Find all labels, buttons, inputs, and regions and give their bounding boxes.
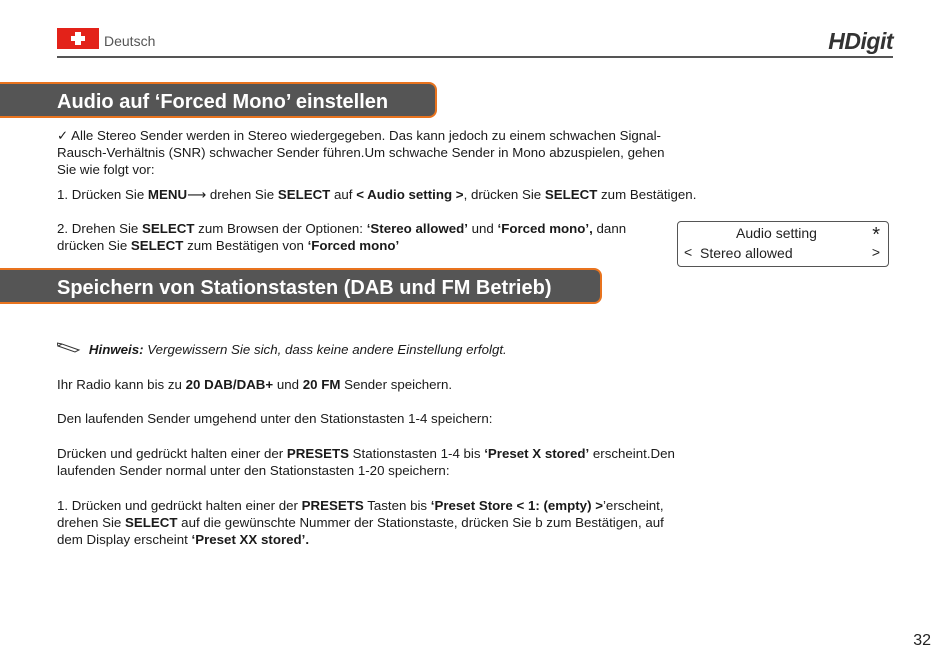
text: ⟶ drehen Sie	[187, 187, 278, 202]
step-1-presets	[57, 497, 677, 548]
key-select: SELECT	[125, 515, 178, 530]
header-divider	[57, 56, 893, 58]
text: zum Browsen der Optionen:	[194, 221, 367, 236]
message-preset-xx-stored: ‘Preset XX stored’.	[191, 532, 310, 547]
text: und	[467, 221, 498, 236]
text: zum Bestätigen.	[597, 187, 697, 202]
quick-store-paragraph: Den laufenden Sender umgehend unter den Stationstasten 1-4 speichern:	[57, 411, 493, 426]
brand-logo: HDigit	[828, 28, 893, 54]
hint-note	[57, 341, 687, 358]
option-forced-mono: ‘Forced mono’,	[497, 221, 593, 236]
text: Drücken und gedrückt halten einer der	[57, 446, 287, 461]
display-value: Stereo allowed	[700, 245, 793, 261]
text: auf die gewünschte Nummer der Stationstaste, drücken Sie b zum Bestätigen, auf dem Display erscheint	[57, 515, 664, 547]
option-stereo-allowed: ‘Stereo allowed’	[366, 221, 468, 236]
text: Sender speichern.	[340, 377, 453, 392]
text: auf	[330, 187, 357, 202]
intro-paragraph	[57, 127, 687, 178]
key-presets: PRESETS	[286, 446, 349, 461]
checkmark-icon: ✓	[57, 128, 69, 143]
text: 2. Drehen Sie	[57, 221, 143, 236]
message-preset-stored: ‘Preset X stored’	[484, 446, 590, 461]
key-select: SELECT	[130, 238, 184, 253]
option-forced-mono: ‘Forced mono’	[307, 238, 400, 253]
text: Stationstasten 1-4 bis	[348, 446, 485, 461]
capacity-paragraph	[57, 376, 687, 393]
page-number: 32	[913, 632, 931, 649]
display-title: Audio setting	[736, 225, 817, 241]
key-select: SELECT	[277, 187, 331, 202]
step-1-mono	[57, 186, 697, 203]
dab-count: 20 DAB/DAB+	[185, 377, 274, 392]
section-title-forced-mono: Audio auf ‘Forced Mono’ einstellen	[0, 82, 437, 118]
pencil-icon	[57, 341, 85, 357]
menu-audio-setting: < Audio setting >	[356, 187, 464, 202]
text: 1. Drücken Sie	[57, 187, 148, 202]
radio-display-illustration	[677, 221, 889, 267]
key-menu: MENU	[147, 187, 188, 202]
fm-count: 20 FM	[302, 377, 341, 392]
swiss-flag-icon	[57, 28, 99, 49]
hint-text: Vergewissern Sie sich, dass keine andere Einstellung erfolgt.	[143, 342, 507, 357]
text: erscheint.Den laufenden Sender normal unter den Stationstasten 1-20 speichern:	[57, 446, 675, 478]
text: dann drücken Sie	[57, 221, 627, 253]
key-select: SELECT	[544, 187, 598, 202]
text: 1. Drücken und gedrückt halten einer der	[57, 498, 302, 513]
text: und	[273, 377, 303, 392]
text: zum Bestätigen von	[183, 238, 308, 253]
text: , drücken Sie	[463, 187, 545, 202]
message-preset-store: ‘Preset Store < 1: (empty) >	[430, 498, 603, 513]
text: Ihr Radio kann bis zu	[57, 377, 186, 392]
hint-label: Hinweis:	[88, 342, 144, 357]
text: Tasten bis	[363, 498, 431, 513]
key-select: SELECT	[142, 221, 195, 236]
intro-text: Alle Stereo Sender werden in Stereo wiedergegeben. Das kann jedoch zu einem schwachen Signal-Rausch-Verhältnis (SNR) schwacher Sender führen.Um schwache Sender in Mono abzuspielen, gehen Sie wie folgt vor:	[57, 128, 665, 177]
step-2-mono	[57, 220, 672, 254]
text: ’erscheint, drehen Sie	[57, 498, 664, 530]
language-label: Deutsch	[104, 33, 156, 49]
chevron-right-icon: >	[871, 244, 880, 260]
section-title-presets: Speichern von Stationstasten (DAB und FM Betrieb)	[0, 268, 602, 304]
press-hold-paragraph	[57, 445, 677, 479]
chevron-left-icon: <	[684, 244, 693, 260]
key-presets: PRESETS	[301, 498, 364, 513]
display-star-icon: *	[872, 224, 880, 246]
